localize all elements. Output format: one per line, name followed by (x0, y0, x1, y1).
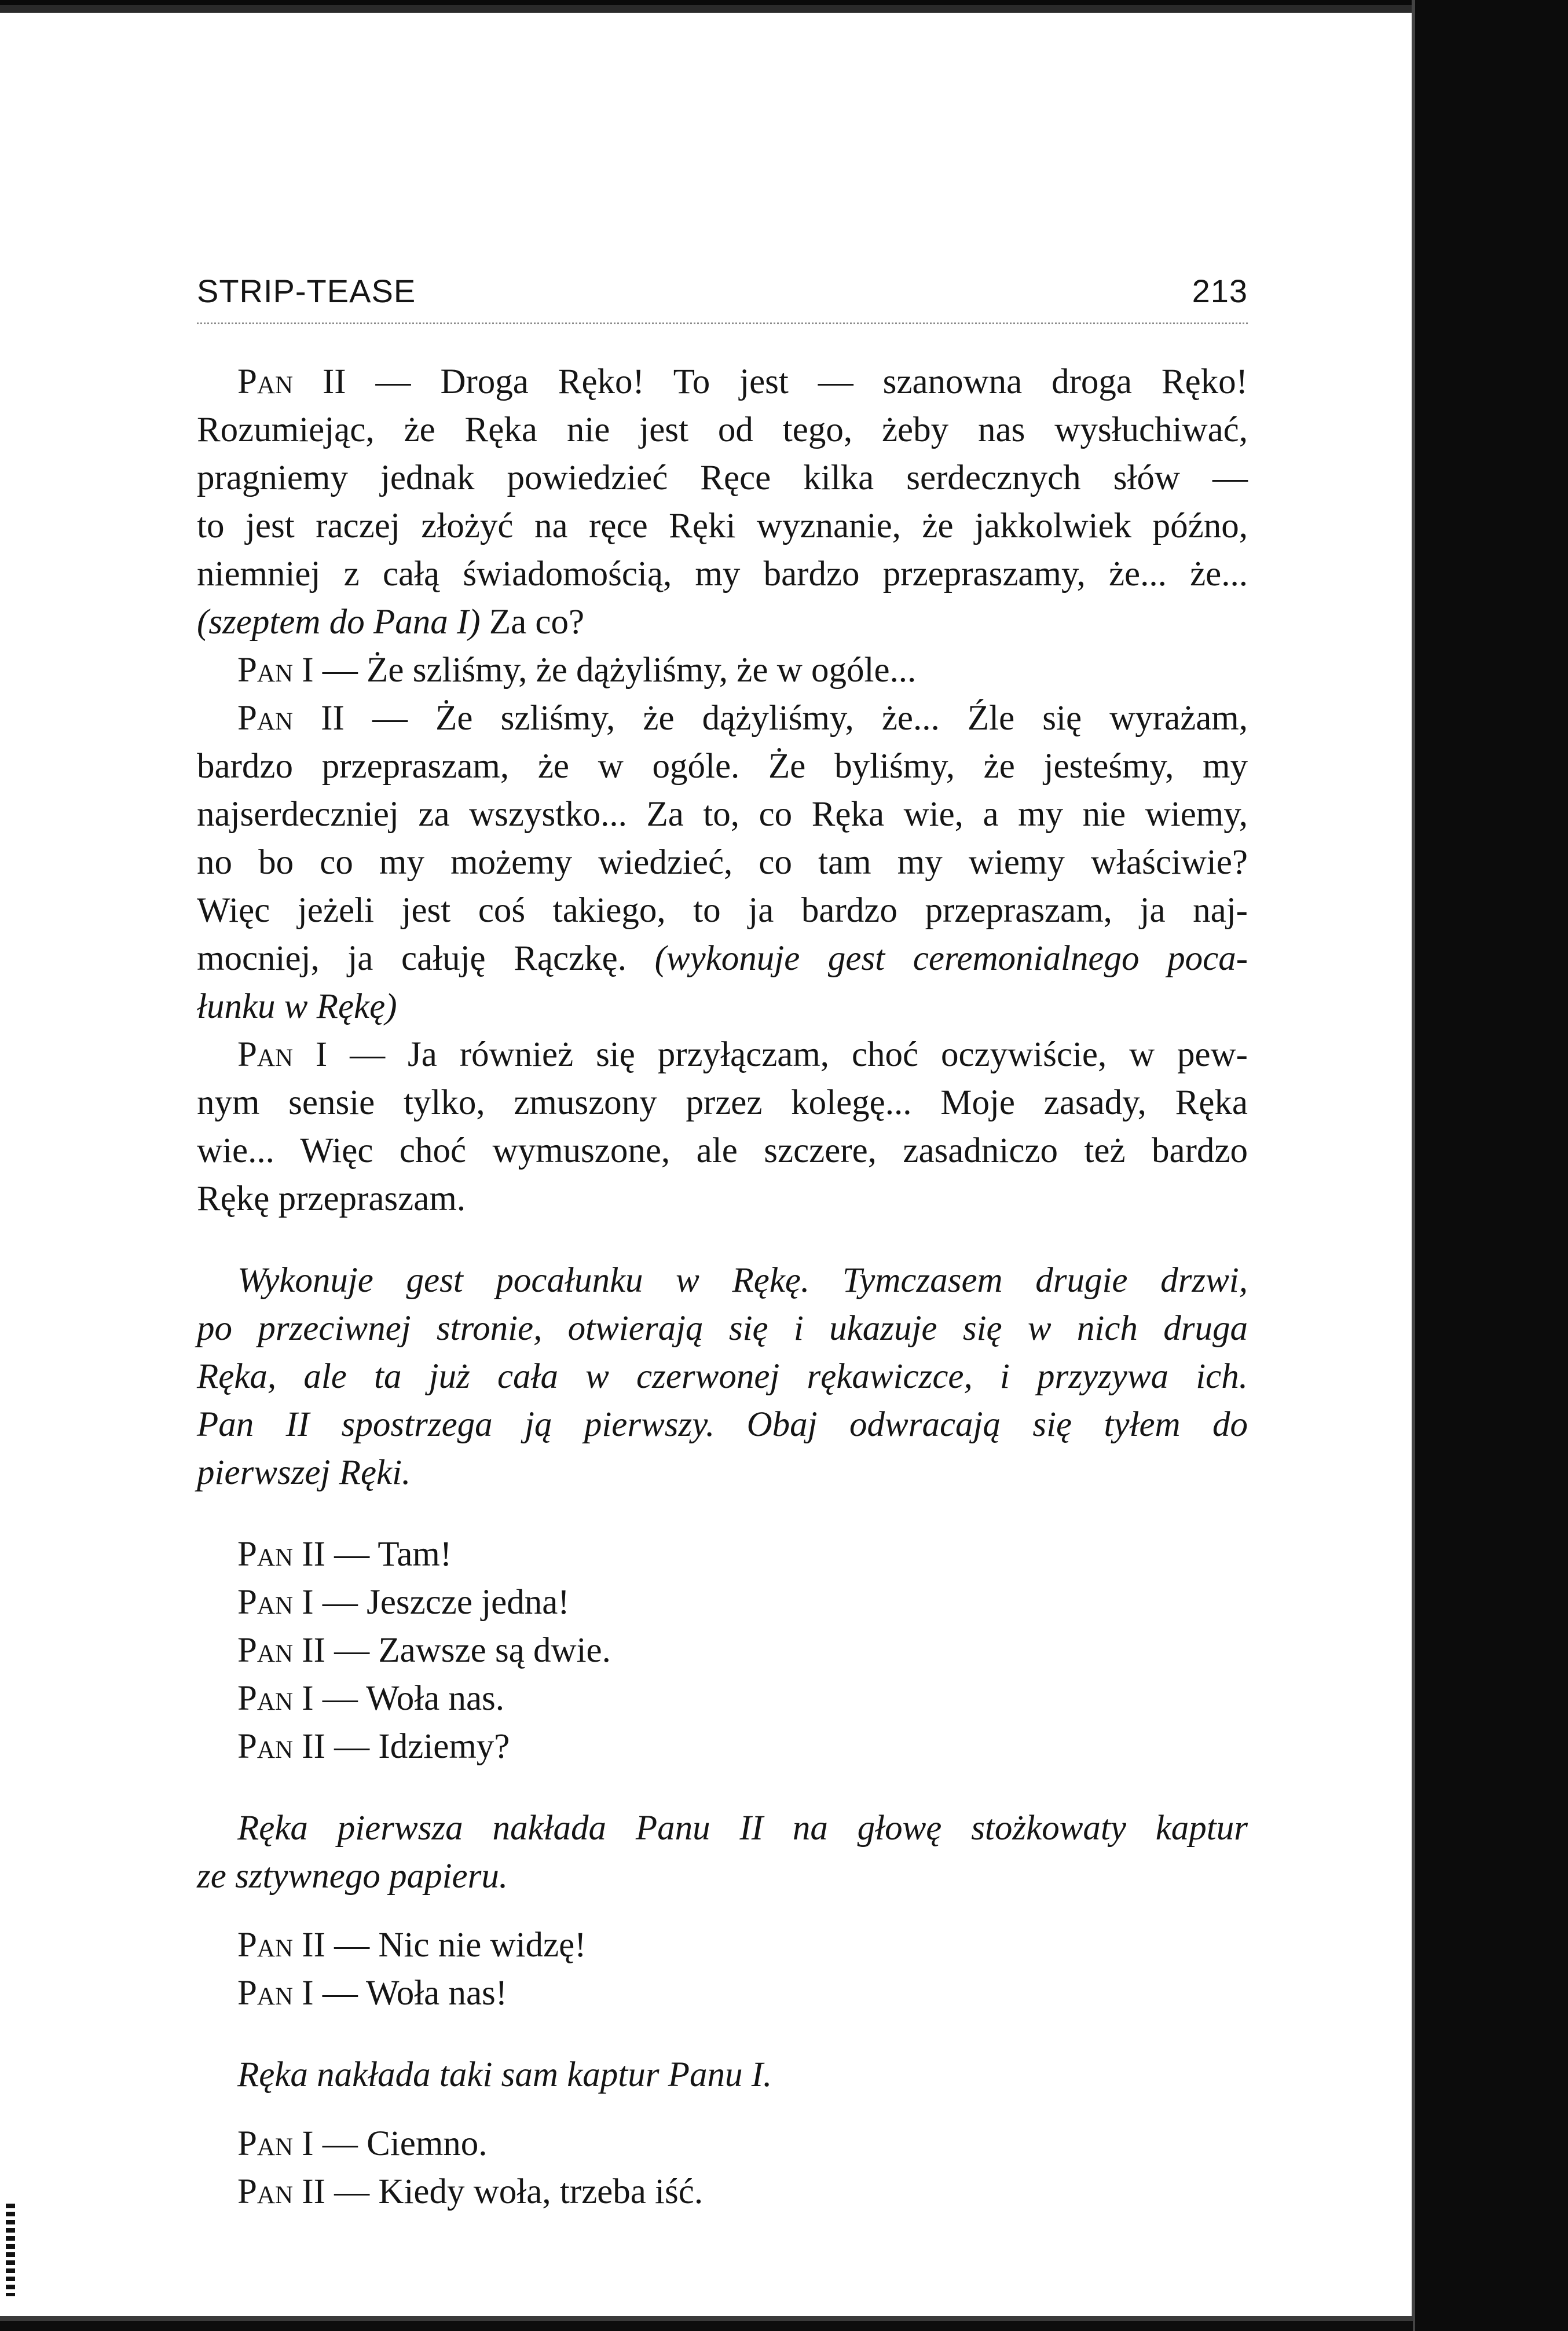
speech-pan1-2 (197, 1031, 1248, 1223)
speaker-name: Pan II — (237, 362, 411, 401)
scan-border-right (1412, 0, 1568, 2331)
text-line: Ręka, ale ta już cała w czerwonej rękawiczce, i przyzywa ich. (197, 1357, 1248, 1396)
speaker-name: Pan I — (237, 1035, 386, 1074)
scan-edge-mark (6, 2204, 15, 2296)
speaker-name: Pan I — (237, 1679, 358, 1718)
text-line (197, 934, 1248, 983)
speaker-name: Pan I — (237, 1974, 358, 2013)
speech-pan1-1 (197, 646, 1248, 694)
text-line (197, 598, 1248, 646)
text-line: Wykonuje gest pocałunku w Rękę. Tymczasem drugie drzwi, (237, 1261, 1248, 1300)
dialogue-line (197, 2120, 1248, 2168)
text-line: nym sensie tylko, zmuszony przez kolegę... Moje zasady, Ręka (197, 1083, 1248, 1122)
scan-border-top (0, 0, 1568, 13)
speaker-name: Pan II — (237, 2172, 370, 2211)
speaker-name: Pan I — (237, 2124, 358, 2163)
text-line: niemniej z całą świadomością, my bardzo przepraszamy, że... że... (197, 555, 1248, 593)
dialogue-line (197, 1674, 1248, 1722)
scan-border-bottom (0, 2316, 1413, 2331)
running-title: STRIP-TEASE (197, 273, 416, 309)
text-line: pierwszej Ręki. (197, 1453, 411, 1492)
text-line: najserdeczniej za wszystko... Za to, co Ręka wie, a my nie wiemy, (197, 795, 1248, 834)
dialogue-line (197, 1921, 1248, 1969)
line-text: Ciemno. (367, 2124, 488, 2163)
text-line: bardzo przepraszam, że w ogóle. Że byliśmy, że jesteśmy, my (197, 747, 1248, 786)
text-line (197, 646, 1248, 694)
text-line: no bo co my możemy wiedzieć, co tam my wiemy właściwie? (197, 843, 1248, 882)
stage-direction-block-3 (197, 2051, 1248, 2099)
line-text: Nic nie widzę! (378, 1926, 587, 1965)
text-line (197, 358, 1248, 406)
dialogue-line (197, 1626, 1248, 1674)
text-line: Ręka nakłada taki sam kaptur Panu I. (237, 2055, 772, 2094)
book-page (197, 272, 1248, 2216)
line-text: mocniej, ja całuję Rączkę. (197, 939, 627, 978)
text-line (197, 694, 1248, 742)
line-text: Woła nas. (366, 1679, 505, 1718)
stage-direction-block-2 (197, 1804, 1248, 1900)
line-text: Tam! (378, 1535, 452, 1574)
speaker-name: Pan I — (237, 651, 358, 690)
speaker-name: Pan II — (237, 699, 408, 738)
text-line: Pan II spostrzega ją pierwszy. Obaj odwracają się tyłem do (197, 1405, 1248, 1444)
line-text: Jeszcze jedna! (367, 1583, 570, 1622)
text-line: pragniemy jednak powiedzieć Ręce kilka serdecznych słów — (197, 459, 1248, 497)
line-text: Ja również się przyłączam, choć oczywiście, w pew- (408, 1035, 1248, 1074)
text-line: to jest raczej złożyć na ręce Ręki wyznanie, że jakkolwiek późno, (197, 507, 1248, 545)
line-text: Idziemy? (378, 1727, 510, 1766)
speaker-name: Pan I — (237, 1583, 358, 1622)
stage-direction: (szeptem do Pana I) (197, 603, 481, 642)
stage-direction-block-1 (197, 1256, 1248, 1497)
dialogue-block-2 (197, 1921, 1248, 2017)
line-text: Woła nas! (366, 1974, 508, 2013)
line-text: Za co? (489, 603, 585, 642)
dialogue-line (197, 1969, 1248, 2017)
line-text: Kiedy woła, trzeba iść. (378, 2172, 704, 2211)
text-line: Ręka pierwsza nakłada Panu II na głowę stożkowaty kaptur (237, 1809, 1248, 1848)
text-line (197, 1031, 1248, 1079)
text-line: wie... Więc choć wymuszone, ale szczere, zasadniczo też bardzo (197, 1131, 1248, 1170)
line-text: Że szliśmy, że dążyliśmy, że... Źle się wyrażam, (435, 699, 1248, 738)
dialogue-line (197, 1530, 1248, 1578)
dialogue-block-3 (197, 2120, 1248, 2216)
text-line: Więc jeżeli jest coś takiego, to ja bardzo przepraszam, ja naj- (197, 891, 1248, 930)
dialogue-line (197, 1578, 1248, 1626)
speaker-name: Pan II — (237, 1631, 370, 1670)
page-body (197, 358, 1248, 2216)
text-line (197, 983, 1248, 1031)
line-text: Że szliśmy, że dążyliśmy, że w ogóle... (367, 651, 917, 690)
running-header (197, 272, 1248, 324)
text-line: Rękę przepraszam. (197, 1179, 466, 1218)
dialogue-line (197, 2168, 1248, 2216)
stage-direction: (wykonuje gest ceremonialnego poca- (654, 939, 1248, 978)
speaker-name: Pan II — (237, 1926, 370, 1965)
line-text: Droga Ręko! To jest — szanowna droga Ręko! (440, 362, 1248, 401)
speech-pan2-1 (197, 358, 1248, 646)
dialogue-line (197, 1722, 1248, 1771)
speaker-name: Pan II — (237, 1535, 370, 1574)
speaker-name: Pan II — (237, 1727, 370, 1766)
text-line: Rozumiejąc, że Ręka nie jest od tego, żeby nas wysłuchiwać, (197, 411, 1248, 449)
text-line: ze sztywnego papieru. (197, 1857, 508, 1896)
page-number: 213 (1192, 273, 1248, 309)
line-text: Zawsze są dwie. (378, 1631, 611, 1670)
stage-direction: łunku w Rękę) (197, 987, 397, 1026)
speech-pan2-2 (197, 694, 1248, 1031)
text-line: po przeciwnej stronie, otwierają się i ukazuje się w nich druga (197, 1309, 1248, 1348)
dialogue-block-1 (197, 1530, 1248, 1771)
